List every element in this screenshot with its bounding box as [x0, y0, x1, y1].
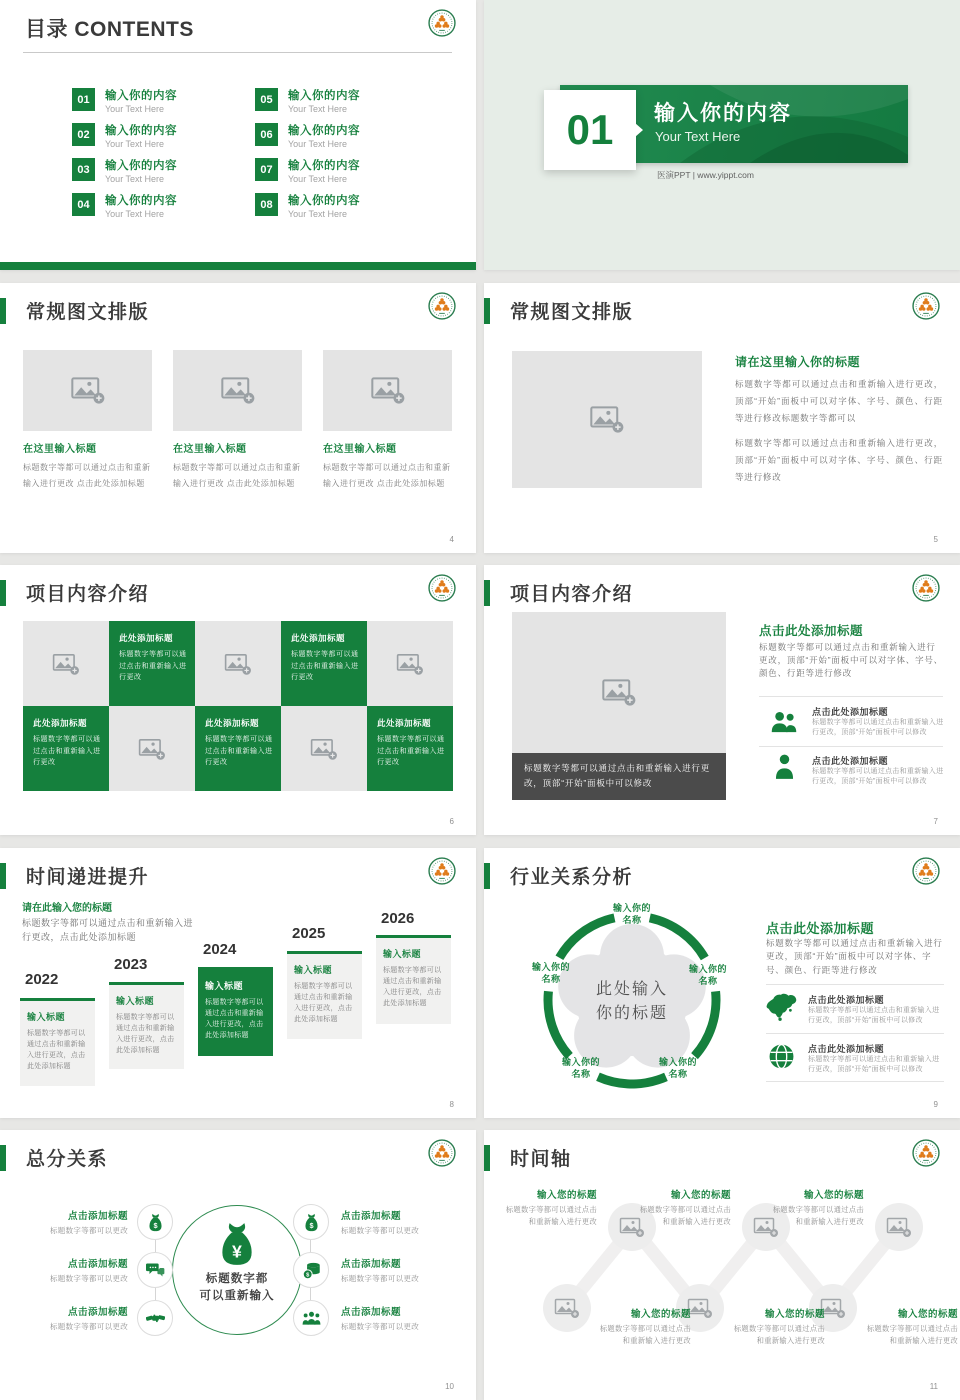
- timeline-label-line: 标题数字等都可以通过点击: [772, 1205, 864, 1214]
- toc-item-title: 输入你的内容: [105, 160, 177, 172]
- timeline-image-node: [875, 1203, 923, 1251]
- timeline-label-title: 输入您的标题: [630, 1309, 691, 1320]
- image-placeholder: [195, 621, 281, 706]
- node-label-line: 名称: [622, 914, 642, 925]
- feature-body: 标题数字等都可以更改: [50, 1322, 128, 1331]
- cell-title: 此处添加标题: [205, 718, 260, 728]
- header-accent-bar: [0, 863, 6, 889]
- slide-timeline-zigzag: [484, 1130, 960, 1400]
- add-image-icon: [601, 677, 637, 707]
- figure-caption-body: [23, 460, 157, 492]
- timeline-label-line: 标题数字等都可以通过点击: [733, 1324, 825, 1333]
- toc-item: [72, 88, 255, 114]
- satellite-circle: [293, 1300, 329, 1336]
- list-item-body: 标题数字等都可以通过点击和重新输入进行更改，顶部“开始”面板中可以修改: [812, 719, 944, 736]
- china-map-icon: [764, 992, 798, 1022]
- satellite-circle: [293, 1204, 329, 1240]
- timeline-label-title: 输入您的标题: [670, 1190, 731, 1201]
- toc-item-title: 输入你的内容: [288, 160, 360, 172]
- caption-line: 标题数字等都可以通过点击和重新: [23, 462, 151, 472]
- timeline-label-line: 和重新输入进行更改: [528, 1216, 597, 1226]
- toc-item-subtitle: Your Text Here: [105, 104, 165, 114]
- timeline-label-line: 标题数字等都可以通过点击: [599, 1324, 691, 1333]
- feature-title: 点击添加标题: [341, 1211, 402, 1222]
- card-title: 输入标题: [383, 948, 422, 959]
- toc-item-subtitle: Your Text Here: [105, 209, 165, 219]
- header-divider: [23, 52, 452, 53]
- money-bag-dollar-icon: [302, 1213, 321, 1232]
- cell-title: 此处添加标题: [291, 633, 346, 643]
- divider: [766, 1033, 944, 1034]
- slide-title: 时间轴: [510, 1149, 572, 1170]
- node-label-line: 输入你的: [531, 961, 570, 972]
- timeline-image-node: [543, 1284, 591, 1332]
- card-body: 标题数字等都可以通过点击和重新输入进行更改，点击此处添加标题: [383, 966, 442, 1007]
- add-image-icon: [220, 375, 256, 405]
- body-paragraph: 标题数字等都可以通过点击和重新输入进行更改，顶部“开始”面板中可以对字体、字号、颜色、行距等进行修改: [735, 437, 943, 482]
- page-number: 5: [933, 534, 938, 544]
- image-placeholder: [281, 706, 367, 791]
- connector-line: [155, 1240, 156, 1252]
- list-item-body: 标题数字等都可以通过点击和重新输入进行更改，顶部“开始”面板中可以修改: [812, 768, 944, 785]
- cell-body: 标题数字等都可以通过点击和重新输入进行更改: [33, 736, 101, 766]
- node-label-line: 名称: [668, 1068, 688, 1079]
- toc-number-badge: 07: [255, 158, 278, 181]
- timeline-label-line: 标题数字等都可以通过点击: [866, 1324, 958, 1333]
- body-paragraph: 标题数字等都可以通过点击和重新输入进行更改，顶部“开始”面板中可以对字体、字号、颜色、行距等进行修改: [766, 937, 943, 975]
- toc-number-badge: 01: [72, 88, 95, 111]
- add-image-icon: [310, 737, 338, 761]
- section-number-box: [544, 90, 636, 170]
- toc-item-title: 输入你的内容: [105, 90, 177, 102]
- image-placeholder: [512, 351, 702, 488]
- add-image-icon: [589, 404, 625, 434]
- text-cell: [367, 706, 453, 791]
- university-seal-logo-icon: [912, 574, 940, 602]
- slide-image-text-layout-3col: [0, 283, 476, 553]
- list-item-body: 标题数字等都可以通过点击和重新输入进行更改，顶部“开始”面板中可以修改: [808, 1055, 940, 1073]
- body-heading: 请在这里输入你的标题: [735, 354, 861, 369]
- toc-number-badge: 03: [72, 158, 95, 181]
- toc-item: [255, 193, 438, 219]
- diagram-center-title-line1: 此处输入: [595, 980, 669, 998]
- cell-title: 此处添加标题: [33, 718, 88, 728]
- person-icon: [775, 754, 794, 779]
- timeline-label-line: 标题数字等都可以通过点击: [639, 1205, 731, 1214]
- slide-title: 项目内容介绍: [26, 584, 150, 605]
- figure-caption-body: [323, 460, 457, 492]
- slide-industry-relation: [484, 848, 960, 1118]
- feature-body: 标题数字等都可以更改: [341, 1226, 419, 1235]
- header-accent-bar: [0, 298, 6, 324]
- toc-item-title: 输入你的内容: [288, 125, 360, 137]
- card-body: 标题数字等都可以通过点击和重新输入进行更改，点击此处添加标题: [294, 982, 353, 1023]
- page-number: 10: [445, 1382, 454, 1391]
- toc-item-title: 输入你的内容: [288, 90, 360, 102]
- page-number: 6: [449, 817, 454, 826]
- photo-caption-bar: 标题数字等都可以通过点击和重新输入进行更改，顶部“开始”面板中可以修改: [512, 753, 726, 800]
- divider: [759, 696, 943, 697]
- caption-line: 标题数字等都可以通过点击和重新: [323, 462, 451, 472]
- slide-project-intro-detail: [484, 565, 960, 835]
- image-placeholder: [23, 350, 152, 431]
- toc-item: [72, 158, 255, 184]
- group-icon: [770, 711, 798, 734]
- timeline-label: [635, 1187, 731, 1227]
- satellite-circle: [137, 1204, 173, 1240]
- node-label-line: 名称: [698, 975, 718, 986]
- caption-line: 输入进行更改 点击此处添加标题: [173, 478, 295, 488]
- coins-icon: [302, 1261, 321, 1280]
- credit-text: 医演PPT | www.yippt.com: [657, 170, 754, 180]
- university-seal-logo-icon: [428, 1139, 456, 1167]
- money-bag-yen-icon: [215, 1221, 259, 1267]
- add-image-icon: [52, 652, 80, 676]
- diagram-node-label: [647, 1056, 709, 1080]
- university-seal-logo-icon: [428, 574, 456, 602]
- timeline-card: [20, 998, 95, 1086]
- timeline-label-title: 输入您的标题: [536, 1190, 597, 1201]
- feature-body: 标题数字等都可以更改: [341, 1274, 419, 1283]
- timeline-label-line: 和重新输入进行更改: [756, 1335, 825, 1345]
- figure-caption-title: 在这里输入标题: [323, 443, 397, 455]
- feature-label: [16, 1304, 128, 1332]
- timeline-year: 2026: [381, 909, 415, 927]
- toc-item-subtitle: Your Text Here: [105, 174, 165, 184]
- card-title: 输入标题: [27, 1011, 66, 1022]
- caption-line: 输入进行更改 点击此处添加标题: [323, 478, 445, 488]
- figure-caption-body: [173, 460, 307, 492]
- text-cell: [109, 621, 195, 706]
- slide-title: 行业关系分析: [510, 866, 634, 888]
- timeline-card-highlighted: [198, 967, 273, 1056]
- list-item-title: 点击此处添加标题: [812, 707, 889, 717]
- timeline-label: [866, 1306, 958, 1346]
- timeline-label: [599, 1306, 691, 1346]
- timeline-label: [733, 1306, 825, 1346]
- timeline-label-title: 输入您的标题: [764, 1309, 825, 1320]
- slide-title: 总分关系: [26, 1149, 109, 1170]
- section-title: 输入你的内容: [654, 102, 792, 125]
- toc-item-subtitle: Your Text Here: [105, 139, 165, 149]
- body-heading: 请在此输入您的标题: [22, 902, 112, 914]
- feature-body: 标题数字等都可以更改: [50, 1226, 128, 1235]
- university-seal-logo-icon: [912, 857, 940, 885]
- toc-item-subtitle: Your Text Here: [288, 174, 348, 184]
- slide-title: 时间递进提升: [26, 866, 150, 888]
- header-accent-bar: [484, 863, 490, 889]
- toc-number-badge: 08: [255, 193, 278, 216]
- feature-label: [16, 1208, 128, 1236]
- university-seal-logo-icon: [428, 857, 456, 885]
- node-label-line: 输入你的: [658, 1056, 697, 1067]
- slide-project-intro-grid: [0, 565, 476, 835]
- contents-title: 目录 CONTENTS: [25, 18, 194, 41]
- node-label-line: 名称: [571, 1068, 591, 1079]
- feature-label: [341, 1208, 453, 1236]
- slide-section-cover: [484, 0, 960, 270]
- university-seal-logo-icon: [428, 292, 456, 320]
- add-image-icon: [224, 652, 252, 676]
- toc-number-badge: 05: [255, 88, 278, 111]
- toc-item: [255, 88, 438, 114]
- list-item-body: 标题数字等都可以通过点击和重新输入进行更改，顶部“开始”面板中可以修改: [808, 1006, 940, 1024]
- list-item-title: 点击此处添加标题: [808, 994, 885, 1005]
- page-number: 4: [449, 534, 454, 544]
- slide-timeline-steps: [0, 848, 476, 1118]
- university-seal-logo-icon: [912, 292, 940, 320]
- add-image-icon: [370, 375, 406, 405]
- diagram-node-label: [550, 1056, 612, 1080]
- toc-item: [72, 123, 255, 149]
- toc-item: [72, 193, 255, 219]
- toc-list: [72, 88, 438, 219]
- toc-item-subtitle: Your Text Here: [288, 209, 348, 219]
- add-image-icon: [70, 375, 106, 405]
- chat-bubbles-icon: [146, 1261, 165, 1280]
- university-seal-logo-icon: [912, 1139, 940, 1167]
- add-image-icon: [886, 1216, 912, 1238]
- diagram-node-label: [601, 902, 663, 926]
- center-circle: [172, 1205, 302, 1335]
- image-placeholder: [23, 621, 109, 706]
- slide-title: 常规图文排版: [510, 301, 634, 323]
- add-image-icon: [554, 1297, 580, 1319]
- center-title-line1: 标题数字都: [205, 1273, 269, 1285]
- satellite-circle: [137, 1252, 173, 1288]
- cell-title: 此处添加标题: [119, 633, 174, 643]
- add-image-icon: [138, 737, 166, 761]
- diagram-node-label: [520, 961, 582, 985]
- center-title-line2: 可以重新输入: [199, 1290, 275, 1302]
- node-label-line: 输入你的: [612, 902, 651, 913]
- slide-contents: [0, 0, 476, 270]
- timeline-label: [768, 1187, 864, 1227]
- timeline-year: 2025: [292, 924, 326, 942]
- figure-caption-title: 在这里输入标题: [173, 443, 247, 455]
- page-number: 7: [933, 817, 938, 826]
- timeline-label-title: 输入您的标题: [897, 1309, 958, 1320]
- feature-label: [341, 1304, 453, 1332]
- diagram-node-label: [677, 963, 739, 987]
- satellite-circle: [137, 1300, 173, 1336]
- section-number: 01: [566, 106, 614, 153]
- feature-title: 点击添加标题: [67, 1259, 128, 1270]
- text-cell: [195, 706, 281, 791]
- feature-label: [16, 1256, 128, 1284]
- header-accent-bar: [484, 298, 490, 324]
- text-cell: [281, 621, 367, 706]
- card-title: 输入标题: [205, 980, 244, 991]
- timeline-card: [109, 982, 184, 1069]
- connector-line: [310, 1288, 311, 1300]
- toc-number-badge: 06: [255, 123, 278, 146]
- cell-body: 标题数字等都可以通过点击和重新输入进行更改: [205, 736, 273, 766]
- university-seal-logo-icon: [428, 9, 456, 37]
- header-accent-bar: [484, 580, 490, 606]
- card-title: 输入标题: [116, 995, 155, 1006]
- cell-body: 标题数字等都可以通过点击和重新输入进行更改: [291, 651, 359, 681]
- image-placeholder: [173, 350, 302, 431]
- page-number: 9: [933, 1099, 938, 1109]
- toc-item: [255, 123, 438, 149]
- feature-body: 标题数字等都可以更改: [341, 1322, 419, 1331]
- timeline-year: 2024: [203, 940, 237, 958]
- card-body: 标题数字等都可以通过点击和重新输入进行更改，点击此处添加标题: [205, 998, 264, 1039]
- image-placeholder: [367, 621, 453, 706]
- body-paragraph: 标题数字等都可以通过点击和重新输入进行更改，顶部“开始”面板中可以对字体、字号、颜色、行距等进行修改: [759, 642, 943, 678]
- toc-item-title: 输入你的内容: [105, 195, 177, 207]
- node-label-line: 名称: [541, 973, 561, 984]
- node-label-line: 输入你的: [561, 1056, 600, 1067]
- cell-title: 此处添加标题: [377, 718, 432, 728]
- checkerboard-grid: [23, 621, 453, 791]
- image-placeholder: [109, 706, 195, 791]
- people-group-icon: [302, 1309, 321, 1328]
- divider: [759, 746, 943, 747]
- toc-number-badge: 04: [72, 193, 95, 216]
- node-label-line: 输入你的: [688, 963, 727, 974]
- feature-title: 点击添加标题: [341, 1259, 402, 1270]
- list-item-title: 点击此处添加标题: [808, 1043, 885, 1054]
- diagram-center-title-line2: 你的标题: [595, 1004, 669, 1022]
- timeline-year: 2022: [25, 970, 59, 988]
- header-accent-bar: [0, 1145, 6, 1171]
- timeline-card: [287, 951, 362, 1039]
- add-image-icon: [396, 652, 424, 676]
- timeline-label-line: 和重新输入进行更改: [662, 1216, 731, 1226]
- header-accent-bar: [484, 1145, 490, 1171]
- slide-title: 常规图文排版: [26, 301, 150, 323]
- divider: [766, 984, 944, 985]
- timeline-card: [376, 935, 451, 1024]
- toc-number-badge: 02: [72, 123, 95, 146]
- toc-item-subtitle: Your Text Here: [288, 139, 348, 149]
- body-heading: 点击此处添加标题: [766, 920, 875, 936]
- header-accent-bar: [0, 580, 6, 606]
- timeline-label-line: 和重新输入进行更改: [889, 1335, 958, 1345]
- card-title: 输入标题: [294, 964, 333, 975]
- satellite-circle: [293, 1252, 329, 1288]
- footer-accent-bar: [0, 262, 476, 270]
- timeline-label-line: 和重新输入进行更改: [795, 1216, 864, 1226]
- globe-icon: [768, 1043, 795, 1070]
- feature-title: 点击添加标题: [67, 1307, 128, 1318]
- timeline-label-line: 标题数字等都可以通过点击: [505, 1205, 597, 1214]
- timeline-label-title: 输入您的标题: [803, 1190, 864, 1201]
- page-number: 11: [929, 1382, 938, 1391]
- cell-body: 标题数字等都可以通过点击和重新输入进行更改: [377, 736, 445, 766]
- toc-item: [255, 158, 438, 184]
- feature-body: 标题数字等都可以更改: [50, 1274, 128, 1283]
- card-body: 标题数字等都可以通过点击和重新输入进行更改，点击此处添加标题: [116, 1013, 175, 1054]
- card-body: 标题数字等都可以通过点击和重新输入进行更改，点击此处添加标题: [27, 1029, 86, 1070]
- divider: [766, 1081, 944, 1082]
- toc-item-title: 输入你的内容: [105, 125, 177, 137]
- feature-title: 点击添加标题: [67, 1211, 128, 1222]
- slide-image-text-layout-split: [484, 283, 960, 553]
- toc-item-subtitle: Your Text Here: [288, 104, 348, 114]
- slide-total-part-relation: [0, 1130, 476, 1400]
- body-paragraph: 标题数字等都可以通过点击和重新输入进行更改，顶部“开始”面板中可以对字体、字号、颜色、行距等进行修改标题数字等都可以: [735, 378, 943, 423]
- slide-title: 项目内容介绍: [510, 584, 634, 605]
- cell-body: 标题数字等都可以通过点击和重新输入进行更改: [119, 651, 187, 681]
- money-bag-dollar-icon: [146, 1213, 165, 1232]
- feature-label: [341, 1256, 453, 1284]
- connector-line: [310, 1240, 311, 1252]
- list-item-title: 点击此处添加标题: [812, 756, 889, 766]
- connector-line: [155, 1288, 156, 1300]
- toc-item-title: 输入你的内容: [288, 195, 360, 207]
- section-subtitle: Your Text Here: [655, 129, 741, 144]
- image-placeholder: [323, 350, 452, 431]
- figure-caption-title: 在这里输入标题: [23, 443, 97, 455]
- timeline-label: [501, 1187, 597, 1227]
- text-cell: [23, 706, 109, 791]
- timeline-year: 2023: [114, 955, 148, 973]
- timeline-label-line: 和重新输入进行更改: [622, 1335, 691, 1345]
- caption-line: 标题数字等都可以通过点击和重新: [173, 462, 301, 472]
- body-paragraph: 标题数字等都可以通过点击和重新输入进行更改，点击此处添加标题: [22, 917, 194, 942]
- body-heading: 点击此处添加标题: [759, 624, 864, 638]
- page-number: 8: [449, 1099, 454, 1109]
- caption-line: 输入进行更改 点击此处添加标题: [23, 478, 145, 488]
- feature-title: 点击添加标题: [341, 1307, 402, 1318]
- handshake-icon: [146, 1309, 165, 1328]
